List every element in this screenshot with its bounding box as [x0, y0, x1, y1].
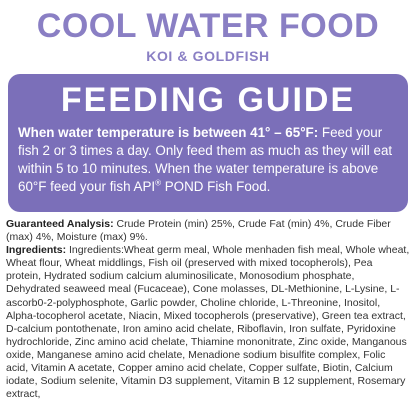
ingredients-label: Ingredients:: [6, 244, 67, 257]
product-title: COOL WATER FOOD: [36, 7, 380, 45]
ingredients: [6, 244, 410, 401]
feeding-guide-panel: [8, 74, 408, 212]
registered-mark: ®: [155, 178, 162, 188]
feeding-guide-text: [18, 124, 402, 196]
ingredients-text: Ingredients:Wheat germ meal, Whole menhaden fish meal, Whole wheat, Wheat flour, Wheat middlings, Fish oil (preserved with mixed tocopherols), Pea protein, Hydrated sodium calcium aluminosilicate, Monosodium phosphate, Dehydrated seaweed meal (Fucaceae), Cone molasses, DL-Methionine, L-Lysine, L-ascorb0-2-polyphosphote, Garlic powder, Choline chloride, L-Threonine, Inositol, Alpha-tocopherol acetate, Niacin, Mixed tocopherols (preservative), Green tea extract, D-calcium pontothenate, Iron amino acid chelate, Riboflavin, Iron sulfate, Pyridoxine hydrochloride, Zinc amino acid chelate, Thiamine mononitrate, Zinc oxide, Manganous oxide, Manganese amino acid chelate, Menadione sodium bisulfite complex, Folic acid, Vitamin A acetate, Copper amino acid chelate, Copper sulfate, Biotin, Calcium iodate, Sodium selenite, Vitamin D3 supplement, Vitamin B 12 supplement, Rosemary extract,: [6, 244, 410, 401]
feeding-guide-instructions: Feed your fish 2 or 3 times a day. Only feed them as much as they will eat within 5 to 10 minutes. When the water temperature is above 60°F feed your fish API: [18, 125, 393, 194]
product-subtitle: KOI & GOLDFISH: [146, 48, 270, 64]
nutrition-info: [6, 218, 410, 401]
guaranteed-analysis-label: Guaranteed Analysis:: [6, 218, 114, 230]
feeding-guide-temperature: When water temperature is between 41° – 65°F:: [18, 125, 319, 140]
guaranteed-analysis-text: Crude Protein (min) 25%, Crude Fat (min) 4%, Crude Fiber (max) 4%, Moisture (max) 9%.: [6, 218, 391, 244]
feeding-guide-instructions-end: POND Fish Food.: [161, 179, 271, 194]
feeding-guide-title: FEEDING GUIDE: [60, 81, 356, 119]
guaranteed-analysis: [6, 218, 410, 244]
